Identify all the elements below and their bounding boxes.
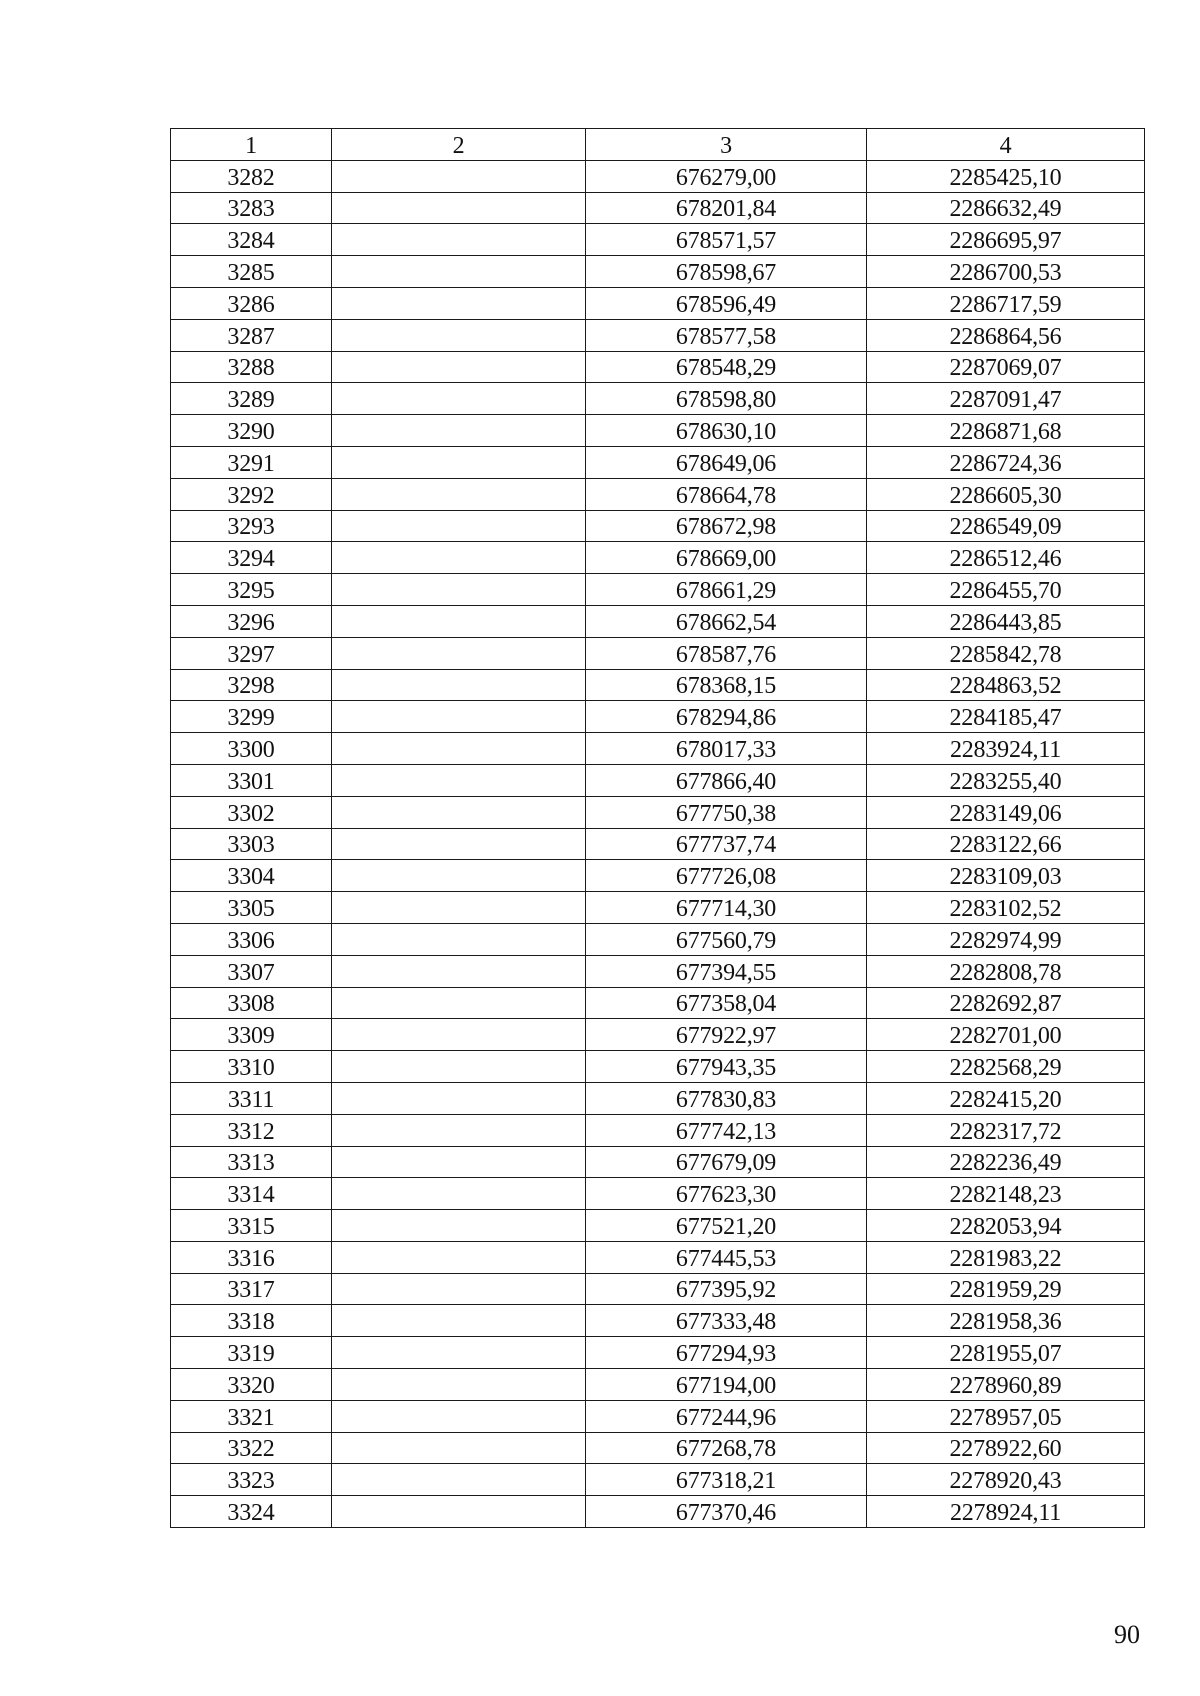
y-coordinate-cell: 2282415,20	[867, 1082, 1145, 1114]
point-number-cell: 3324	[171, 1496, 332, 1528]
x-coordinate-cell: 678587,76	[586, 637, 867, 669]
point-number-cell: 3289	[171, 383, 332, 415]
table-body	[171, 129, 1145, 1528]
empty-cell	[332, 1210, 586, 1242]
empty-cell	[332, 669, 586, 701]
table-row	[171, 351, 1145, 383]
x-coordinate-cell: 678661,29	[586, 574, 867, 606]
y-coordinate-cell: 2282808,78	[867, 955, 1145, 987]
point-number-cell: 3307	[171, 955, 332, 987]
x-coordinate-cell: 677521,20	[586, 1210, 867, 1242]
y-coordinate-cell: 2287091,47	[867, 383, 1145, 415]
empty-cell	[332, 1178, 586, 1210]
empty-cell	[332, 446, 586, 478]
y-coordinate-cell: 2283149,06	[867, 796, 1145, 828]
x-coordinate-cell: 677244,96	[586, 1400, 867, 1432]
x-coordinate-cell: 677943,35	[586, 1051, 867, 1083]
y-coordinate-cell: 2282317,72	[867, 1114, 1145, 1146]
y-coordinate-cell: 2281958,36	[867, 1305, 1145, 1337]
x-coordinate-cell: 677394,55	[586, 955, 867, 987]
point-number-cell: 3319	[171, 1337, 332, 1369]
y-coordinate-cell: 2278920,43	[867, 1464, 1145, 1496]
table-row	[171, 510, 1145, 542]
y-coordinate-cell: 2282692,87	[867, 987, 1145, 1019]
y-coordinate-cell: 2286549,09	[867, 510, 1145, 542]
table-row	[171, 160, 1145, 192]
empty-cell	[332, 383, 586, 415]
table-row	[171, 1369, 1145, 1401]
y-coordinate-cell: 2281983,22	[867, 1241, 1145, 1273]
point-number-cell: 3315	[171, 1210, 332, 1242]
table-row	[171, 1496, 1145, 1528]
y-coordinate-cell: 2286700,53	[867, 256, 1145, 288]
point-number-cell: 3314	[171, 1178, 332, 1210]
x-coordinate-cell: 678548,29	[586, 351, 867, 383]
y-coordinate-cell: 2286512,46	[867, 542, 1145, 574]
x-coordinate-cell: 678017,33	[586, 733, 867, 765]
empty-cell	[332, 637, 586, 669]
x-coordinate-cell: 677318,21	[586, 1464, 867, 1496]
y-coordinate-cell: 2283102,52	[867, 892, 1145, 924]
point-number-cell: 3299	[171, 701, 332, 733]
empty-cell	[332, 955, 586, 987]
x-coordinate-cell: 677830,83	[586, 1082, 867, 1114]
point-number-cell: 3288	[171, 351, 332, 383]
x-coordinate-cell: 678672,98	[586, 510, 867, 542]
y-coordinate-cell: 2278924,11	[867, 1496, 1145, 1528]
point-number-cell: 3317	[171, 1273, 332, 1305]
y-coordinate-cell: 2283255,40	[867, 764, 1145, 796]
empty-cell	[332, 510, 586, 542]
empty-cell	[332, 1337, 586, 1369]
table-row	[171, 415, 1145, 447]
point-number-cell: 3322	[171, 1432, 332, 1464]
table-row	[171, 669, 1145, 701]
empty-cell	[332, 351, 586, 383]
empty-cell	[332, 892, 586, 924]
y-coordinate-cell: 2281959,29	[867, 1273, 1145, 1305]
table-row	[171, 478, 1145, 510]
y-coordinate-cell: 2286605,30	[867, 478, 1145, 510]
x-coordinate-cell: 678662,54	[586, 605, 867, 637]
point-number-cell: 3301	[171, 764, 332, 796]
empty-cell	[332, 1114, 586, 1146]
x-coordinate-cell: 677737,74	[586, 828, 867, 860]
point-number-cell: 3306	[171, 923, 332, 955]
empty-cell	[332, 860, 586, 892]
point-number-cell: 3290	[171, 415, 332, 447]
point-number-cell: 3304	[171, 860, 332, 892]
x-coordinate-cell: 677194,00	[586, 1369, 867, 1401]
point-number-cell: 3318	[171, 1305, 332, 1337]
x-coordinate-cell: 678669,00	[586, 542, 867, 574]
empty-cell	[332, 1496, 586, 1528]
x-coordinate-cell: 677268,78	[586, 1432, 867, 1464]
x-coordinate-cell: 678368,15	[586, 669, 867, 701]
x-coordinate-cell: 677750,38	[586, 796, 867, 828]
y-coordinate-cell: 2286717,59	[867, 287, 1145, 319]
table-row	[171, 574, 1145, 606]
y-coordinate-cell: 2282236,49	[867, 1146, 1145, 1178]
point-number-cell: 3286	[171, 287, 332, 319]
point-number-cell: 3297	[171, 637, 332, 669]
empty-cell	[332, 287, 586, 319]
empty-cell	[332, 1273, 586, 1305]
empty-cell	[332, 319, 586, 351]
point-number-cell: 3313	[171, 1146, 332, 1178]
table-row	[171, 860, 1145, 892]
empty-cell	[332, 192, 586, 224]
y-coordinate-cell: 2286871,68	[867, 415, 1145, 447]
empty-cell	[332, 1464, 586, 1496]
table-row	[171, 701, 1145, 733]
point-number-cell: 3309	[171, 1019, 332, 1051]
point-number-cell: 3323	[171, 1464, 332, 1496]
x-coordinate-cell: 677679,09	[586, 1146, 867, 1178]
table-row	[171, 1051, 1145, 1083]
point-number-cell: 3311	[171, 1082, 332, 1114]
x-coordinate-cell: 677370,46	[586, 1496, 867, 1528]
empty-cell	[332, 1305, 586, 1337]
x-coordinate-cell: 678598,80	[586, 383, 867, 415]
empty-cell	[332, 796, 586, 828]
table-row	[171, 287, 1145, 319]
x-coordinate-cell: 678201,84	[586, 192, 867, 224]
empty-cell	[332, 224, 586, 256]
y-coordinate-cell: 2286695,97	[867, 224, 1145, 256]
point-number-cell: 3321	[171, 1400, 332, 1432]
y-coordinate-cell: 2286443,85	[867, 605, 1145, 637]
table-row	[171, 542, 1145, 574]
x-coordinate-cell: 678630,10	[586, 415, 867, 447]
table-row	[171, 923, 1145, 955]
y-coordinate-cell: 2278922,60	[867, 1432, 1145, 1464]
table-row	[171, 192, 1145, 224]
empty-cell	[332, 1432, 586, 1464]
table-row	[171, 1178, 1145, 1210]
table-row	[171, 796, 1145, 828]
point-number-cell: 3295	[171, 574, 332, 606]
empty-cell	[332, 733, 586, 765]
point-number-cell: 3287	[171, 319, 332, 351]
y-coordinate-cell: 2282053,94	[867, 1210, 1145, 1242]
point-number-cell: 3316	[171, 1241, 332, 1273]
y-coordinate-cell: 2278960,89	[867, 1369, 1145, 1401]
table-row	[171, 892, 1145, 924]
point-number-cell: 3298	[171, 669, 332, 701]
x-coordinate-cell: 677395,92	[586, 1273, 867, 1305]
y-coordinate-cell: 2282568,29	[867, 1051, 1145, 1083]
point-number-cell: 3308	[171, 987, 332, 1019]
x-coordinate-cell: 677866,40	[586, 764, 867, 796]
empty-cell	[332, 478, 586, 510]
table-row	[171, 1273, 1145, 1305]
table-row	[171, 1082, 1145, 1114]
x-coordinate-cell: 677333,48	[586, 1305, 867, 1337]
point-number-cell: 3285	[171, 256, 332, 288]
y-coordinate-cell: 2282148,23	[867, 1178, 1145, 1210]
empty-cell	[332, 160, 586, 192]
empty-cell	[332, 1241, 586, 1273]
table-row	[171, 1241, 1145, 1273]
y-coordinate-cell: 2282701,00	[867, 1019, 1145, 1051]
coordinate-table	[170, 128, 1145, 1528]
x-coordinate-cell: 677445,53	[586, 1241, 867, 1273]
y-coordinate-cell: 2283109,03	[867, 860, 1145, 892]
x-coordinate-cell: 677294,93	[586, 1337, 867, 1369]
table-row	[171, 256, 1145, 288]
table-row	[171, 1019, 1145, 1051]
empty-cell	[332, 1082, 586, 1114]
point-number-cell: 3283	[171, 192, 332, 224]
point-number-cell: 3291	[171, 446, 332, 478]
y-coordinate-cell: 2285425,10	[867, 160, 1145, 192]
table-row	[171, 383, 1145, 415]
table-row	[171, 828, 1145, 860]
y-coordinate-cell: 2286455,70	[867, 574, 1145, 606]
page-number: 90	[1114, 1620, 1140, 1649]
table-header-row	[171, 129, 1145, 161]
y-coordinate-cell: 2287069,07	[867, 351, 1145, 383]
table-row	[171, 733, 1145, 765]
x-coordinate-cell: 678664,78	[586, 478, 867, 510]
table-row	[171, 605, 1145, 637]
x-coordinate-cell: 677560,79	[586, 923, 867, 955]
point-number-cell: 3282	[171, 160, 332, 192]
x-coordinate-cell: 678571,57	[586, 224, 867, 256]
table-row	[171, 224, 1145, 256]
y-coordinate-cell: 2286864,56	[867, 319, 1145, 351]
empty-cell	[332, 542, 586, 574]
point-number-cell: 3293	[171, 510, 332, 542]
empty-cell	[332, 1146, 586, 1178]
y-coordinate-cell: 2281955,07	[867, 1337, 1145, 1369]
empty-cell	[332, 1019, 586, 1051]
point-number-cell: 3303	[171, 828, 332, 860]
column-header-1: 1	[171, 129, 332, 161]
empty-cell	[332, 574, 586, 606]
empty-cell	[332, 828, 586, 860]
table-row	[171, 1114, 1145, 1146]
empty-cell	[332, 923, 586, 955]
x-coordinate-cell: 677922,97	[586, 1019, 867, 1051]
point-number-cell: 3305	[171, 892, 332, 924]
y-coordinate-cell: 2286724,36	[867, 446, 1145, 478]
column-header-2: 2	[332, 129, 586, 161]
point-number-cell: 3284	[171, 224, 332, 256]
table-row	[171, 637, 1145, 669]
x-coordinate-cell: 678598,67	[586, 256, 867, 288]
table-row	[171, 1432, 1145, 1464]
table-row	[171, 955, 1145, 987]
x-coordinate-cell: 678577,58	[586, 319, 867, 351]
point-number-cell: 3294	[171, 542, 332, 574]
y-coordinate-cell: 2283122,66	[867, 828, 1145, 860]
x-coordinate-cell: 677623,30	[586, 1178, 867, 1210]
point-number-cell: 3300	[171, 733, 332, 765]
column-header-4: 4	[867, 129, 1145, 161]
empty-cell	[332, 701, 586, 733]
x-coordinate-cell: 677742,13	[586, 1114, 867, 1146]
table-row	[171, 1146, 1145, 1178]
table-row	[171, 319, 1145, 351]
empty-cell	[332, 1051, 586, 1083]
point-number-cell: 3312	[171, 1114, 332, 1146]
y-coordinate-cell: 2284185,47	[867, 701, 1145, 733]
x-coordinate-cell: 677726,08	[586, 860, 867, 892]
table-row	[171, 1400, 1145, 1432]
y-coordinate-cell: 2286632,49	[867, 192, 1145, 224]
point-number-cell: 3296	[171, 605, 332, 637]
empty-cell	[332, 415, 586, 447]
empty-cell	[332, 1400, 586, 1432]
y-coordinate-cell: 2284863,52	[867, 669, 1145, 701]
table-row	[171, 446, 1145, 478]
table-row	[171, 987, 1145, 1019]
table-row	[171, 1210, 1145, 1242]
column-header-3: 3	[586, 129, 867, 161]
x-coordinate-cell: 677714,30	[586, 892, 867, 924]
x-coordinate-cell: 678649,06	[586, 446, 867, 478]
empty-cell	[332, 605, 586, 637]
y-coordinate-cell: 2283924,11	[867, 733, 1145, 765]
point-number-cell: 3302	[171, 796, 332, 828]
point-number-cell: 3320	[171, 1369, 332, 1401]
empty-cell	[332, 1369, 586, 1401]
empty-cell	[332, 256, 586, 288]
table-row	[171, 764, 1145, 796]
table-row	[171, 1464, 1145, 1496]
x-coordinate-cell: 678294,86	[586, 701, 867, 733]
table-row	[171, 1305, 1145, 1337]
y-coordinate-cell: 2278957,05	[867, 1400, 1145, 1432]
x-coordinate-cell: 676279,00	[586, 160, 867, 192]
empty-cell	[332, 987, 586, 1019]
x-coordinate-cell: 678596,49	[586, 287, 867, 319]
table-row	[171, 1337, 1145, 1369]
y-coordinate-cell: 2285842,78	[867, 637, 1145, 669]
y-coordinate-cell: 2282974,99	[867, 923, 1145, 955]
point-number-cell: 3292	[171, 478, 332, 510]
empty-cell	[332, 764, 586, 796]
x-coordinate-cell: 677358,04	[586, 987, 867, 1019]
point-number-cell: 3310	[171, 1051, 332, 1083]
